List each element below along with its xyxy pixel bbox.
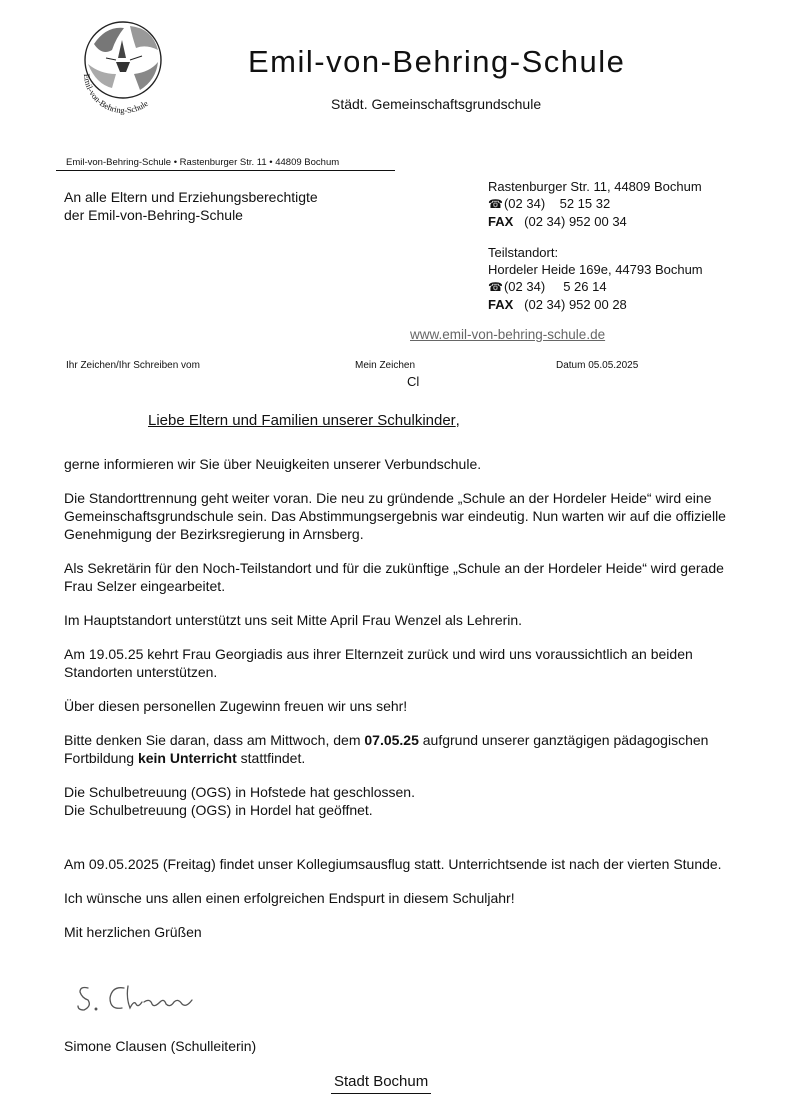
main-phone: (02 34) 52 15 32 — [503, 196, 611, 211]
branch-fax: (02 34) 952 00 28 — [524, 297, 627, 312]
closing: Mit herzlichen Grüßen — [64, 924, 202, 940]
salutation-comma: , — [455, 412, 460, 429]
paragraph: gerne informieren wir Sie über Neuigkeiten unserer Verbundschule. — [64, 456, 482, 472]
branch-address: Hordeler Heide 169e, 44793 Bochum — [488, 262, 703, 277]
paragraph-no-school — [64, 731, 754, 767]
date-emphasis: 07.05.25 — [364, 732, 419, 748]
text-run: stattfindet. — [236, 750, 306, 766]
paragraph: Am 19.05.25 kehrt Frau Georgiadis aus ihrer Elternzeit zurück und wird uns voraussichtlich an beiden Standorten unterstützen. — [64, 646, 693, 680]
branch-fax-line — [488, 296, 703, 313]
fax-label: FAX — [488, 214, 514, 229]
main-fax-line — [488, 213, 703, 230]
main-phone-line — [488, 195, 703, 213]
footer-stamp: Stadt Bochum — [331, 1073, 431, 1094]
my-reference-label: Mein Zeichen — [355, 360, 416, 371]
branch-phone: (02 34) 5 26 14 — [503, 279, 607, 294]
school-name: Emil-von-Behring-Schule — [248, 44, 626, 79]
recipient-line: An alle Eltern und Erziehungsberechtigte — [64, 189, 318, 205]
branch-phone-line — [488, 278, 703, 296]
logo-text: Emil-von-Behring-Schule — [81, 73, 150, 116]
school-type: Städt. Gemeinschaftsgrundschule — [331, 96, 542, 112]
letter-body — [64, 455, 754, 957]
paragraph: Ich wünsche uns allen einen erfolgreichen Endspurt in diesem Schuljahr! — [64, 890, 515, 906]
paragraph: Über diesen personellen Zugewinn freuen wir uns sehr! — [64, 698, 408, 714]
paragraph: Am 09.05.2025 (Freitag) findet unser Kollegiumsausflug statt. Unterrichtsende ist nach der vierten Stunde. — [64, 856, 722, 872]
your-reference-label: Ihr Zeichen/Ihr Schreiben vom — [66, 360, 200, 371]
text-run: aufgrund unserer ganztägigen pädagogischen Fortbildung — [64, 732, 709, 766]
main-fax: (02 34) 952 00 34 — [524, 214, 627, 229]
signer-name: Simone Clausen (Schulleiterin) — [64, 1038, 257, 1054]
handwritten-signature — [74, 980, 204, 1016]
recipient-block — [64, 188, 318, 224]
main-address: Rastenburger Str. 11, 44809 Bochum — [488, 179, 702, 194]
recipient-line: der Emil-von-Behring-Schule — [64, 207, 243, 223]
paragraph: Als Sekretärin für den Noch-Teilstandort und für die zukünftige „Schule an der Hordeler Heide“ wird gerade Frau Selzer eingearbeitet. — [64, 560, 724, 594]
paragraph: Im Hauptstandort unterstützt uns seit Mitte April Frau Wenzel als Lehrerin. — [64, 612, 523, 628]
telephone-icon: ☎ — [488, 197, 503, 211]
salutation — [148, 412, 460, 429]
paragraph-ogs — [64, 783, 754, 819]
sender-return-address: Emil-von-Behring-Schule • Rastenburger Str. 11 • 44809 Bochum — [66, 157, 340, 168]
branch-label: Teilstandort: — [488, 245, 559, 260]
salutation-text: Liebe Eltern und Familien unserer Schulkinder — [148, 412, 456, 429]
school-logo — [72, 14, 174, 118]
paragraph: Die Standorttrennung geht weiter voran. Die neu zu gründende „Schule an der Hordeler Heide“ wird eine Gemeinschaftsgrundschule sein. Das Abstimmungsergebnis war eindeutig. Nun warten wir auf die offizielle Genehmigung der Bezirksregierung in Arnsberg. — [64, 490, 726, 542]
text-line: Die Schulbetreuung (OGS) in Hordel hat geöffnet. — [64, 802, 373, 818]
no-lessons-emphasis: kein Unterricht — [137, 750, 237, 766]
contact-block — [488, 178, 703, 313]
fax-label: FAX — [488, 297, 514, 312]
my-reference-value: Cl — [407, 374, 420, 389]
sender-divider — [56, 170, 395, 171]
text-run: Bitte denken Sie daran, dass am Mittwoch, dem — [64, 732, 365, 748]
date-label: Datum 05.05.2025 — [556, 360, 639, 371]
website-link[interactable]: www.emil-von-behring-schule.de — [410, 327, 606, 342]
text-line: Die Schulbetreuung (OGS) in Hofstede hat geschlossen. — [64, 784, 415, 800]
telephone-icon: ☎ — [488, 280, 503, 294]
